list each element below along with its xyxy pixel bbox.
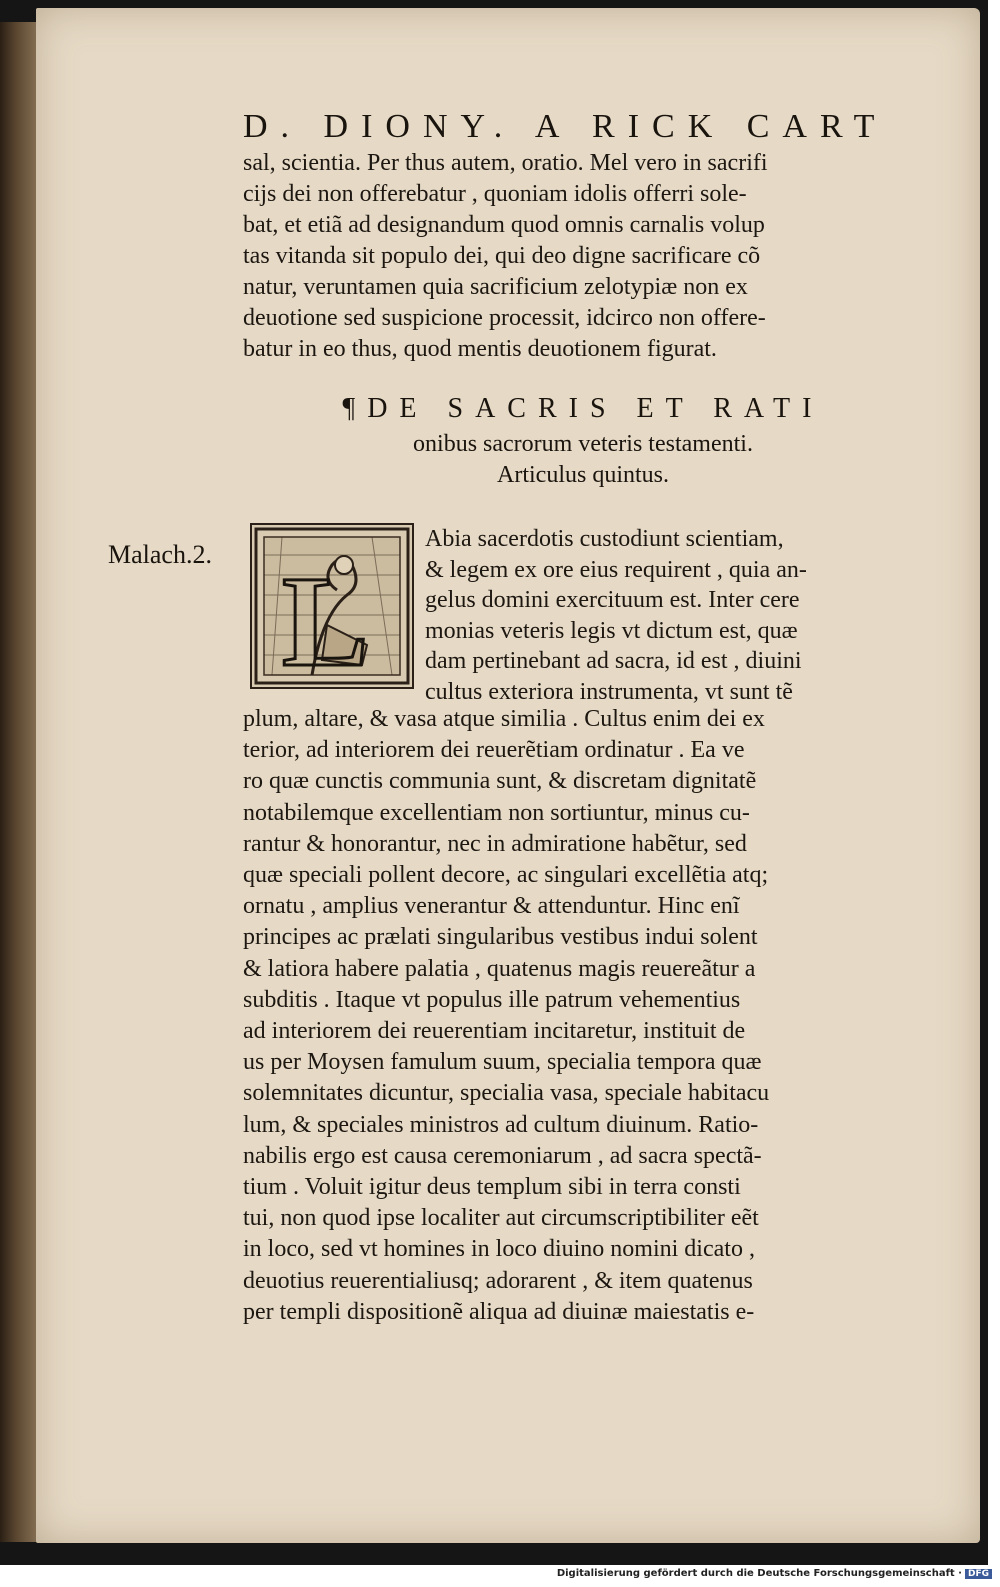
text-line: sal, scientia. Per thus autem, oratio. Mel vero in sacrifi bbox=[243, 150, 768, 176]
text-line: ad interiorem dei reuerentiam incitaretur, instituit de bbox=[243, 1018, 746, 1044]
woodcut-initial-icon bbox=[252, 525, 412, 687]
section-title bbox=[243, 393, 923, 489]
text-line: per templi dispositionẽ aliqua ad diuinæ maiestatis e- bbox=[243, 1298, 755, 1325]
text-line: & legem ex ore eius requirent , quia an- bbox=[425, 556, 807, 583]
text-line: bat, et etiã ad designandum quod omnis carnalis volup bbox=[243, 212, 765, 238]
text-line: us per Moysen famulum suum, specialia tempora quæ bbox=[243, 1049, 762, 1076]
running-header: D. DIONY. A RICK CART bbox=[243, 108, 888, 145]
digitization-credit-text: Digitalisierung gefördert durch die Deutsche Forschungsgemeinschaft · bbox=[556, 1568, 962, 1579]
text-line: tas vitanda sit populo dei, qui deo digne sacrificare cõ bbox=[243, 243, 761, 269]
text-line: terior, ad interiorem dei reuerẽtiam ordinatur . Ea ve bbox=[243, 737, 745, 764]
text-line: Abia sacerdotis custodiunt scientiam, bbox=[425, 526, 784, 552]
decorated-initial-letter bbox=[250, 523, 414, 689]
text-line: cultus exteriora instrumenta, vt sunt tẽ bbox=[425, 678, 793, 705]
text-line: batur in eo thus, quod mentis deuotionem figurat. bbox=[243, 336, 717, 362]
section-title-line-1: ¶DE SACRIS ET RATI bbox=[342, 393, 824, 424]
initial-letter-glyph: L bbox=[282, 550, 369, 687]
text-line: deuotius reuerentialiusq; adorarent , & item quatenus bbox=[243, 1267, 753, 1294]
text-line: tui, non quod ipse localiter aut circumscriptibiliter eẽt bbox=[243, 1205, 759, 1232]
text-line: notabilemque excellentiam non sortiuntur, minus cu- bbox=[243, 799, 750, 826]
text-line: quæ speciali pollent decore, ac singulari excellẽtia atq; bbox=[243, 862, 769, 888]
text-line: natur, veruntamen quia sacrificium zelotypiæ non ex bbox=[243, 274, 748, 300]
text-line: dam pertinebant ad sacra, id est , diuini bbox=[425, 648, 802, 674]
text-line: ornatu , amplius venerantur & attenduntur. Hinc enĩ bbox=[243, 893, 740, 920]
margin-note: Malach.2. bbox=[108, 540, 212, 569]
text-line: solemnitates dicuntur, specialia vasa, speciale habitacu bbox=[243, 1080, 770, 1107]
text-line: rantur & honorantur, nec in admiratione habẽtur, sed bbox=[243, 830, 747, 857]
text-line: plum, altare, & vasa atque similia . Cultus enim dei ex bbox=[243, 706, 765, 732]
text-line: monias veteris legis vt dictum est, quæ bbox=[425, 617, 798, 644]
section-title-line-2: onibus sacrorum veteris testamenti. bbox=[413, 431, 753, 457]
text-line: in loco, sed vt homines in loco diuino nomini dicato , bbox=[243, 1236, 755, 1263]
dfg-logo: DFG bbox=[965, 1569, 992, 1579]
text-line: & latiora habere palatia , quatenus magis reuereãtur a bbox=[243, 955, 756, 982]
text-line: gelus domini exercituum est. Inter cere bbox=[425, 587, 800, 613]
text-line: nabilis ergo est causa ceremoniarum , ad sacra spectã- bbox=[243, 1142, 762, 1169]
text-line: tium . Voluit igitur deus templum sibi in terra consti bbox=[243, 1174, 741, 1200]
digitization-credit bbox=[557, 1568, 992, 1579]
text-line: cijs dei non offerebatur , quoniam idolis offerri sole- bbox=[243, 181, 747, 207]
text-line: deuotione sed suspicione processit, idcirco non offere- bbox=[243, 305, 766, 331]
text-line: lum, & speciales ministros ad cultum diuinum. Ratio- bbox=[243, 1111, 759, 1138]
text-line: ro quæ cunctis communia sunt, & discretam dignitatẽ bbox=[243, 768, 757, 795]
book-spine bbox=[0, 22, 40, 1542]
section-title-line-3: Articulus quintus. bbox=[497, 462, 669, 488]
text-line: principes ac prælati singularibus vestibus indui solent bbox=[243, 924, 758, 951]
text-line: subditis . Itaque vt populus ille patrum vehementius bbox=[243, 986, 741, 1013]
